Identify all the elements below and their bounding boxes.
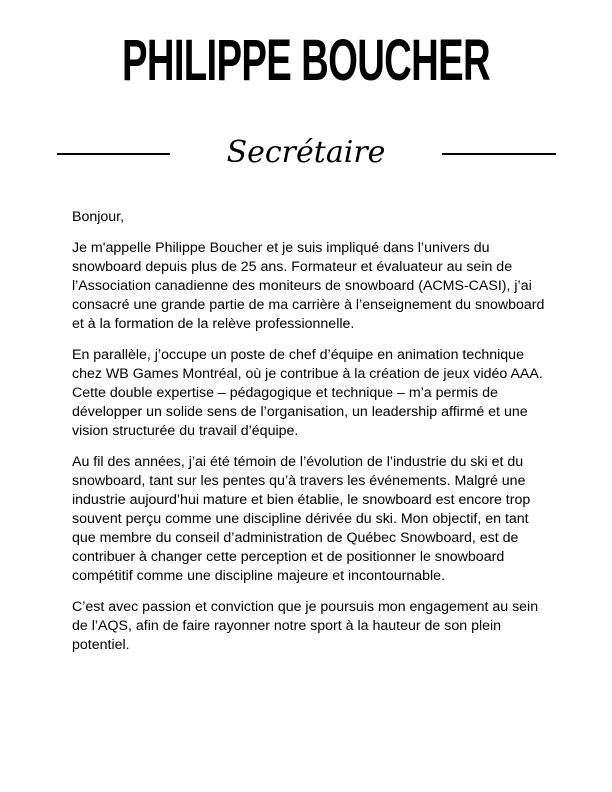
letter-paragraph: En parallèle, j’occupe un poste de chef d’équipe en animation technique chez WB Games Montréal, où je contribue à la création de jeux vidéo AAA. Cette double expertise – pédagogique et technique – m’a permis de développer un solide sens de l’organisation, un leadership affirmé et une vision structurée du travail d’équipe. [72, 347, 543, 439]
letter-body [72, 208, 550, 667]
person-name-heading: PHILIPPE BOUCHER [121, 28, 491, 93]
letter-paragraph: C’est avec passion et conviction que je poursuis mon engagement au sein de l’AQS, afin de faire rayonner notre sport à la hauteur de son plein potentiel. [72, 599, 539, 653]
role-title: Secrétaire [226, 135, 386, 170]
letter-paragraph: Au fil des années, j’ai été témoin de l’évolution de l’industrie du ski et du snowboard, tant sur les pentes qu’à travers les événements. Malgré une industrie aujourd’hui mature et bien établie, le snowboard est encore trop souvent perçu comme une discipline dérivée du ski. Mon objectif, en tant que membre du conseil d’administration de Québec Snowboard, est de contribuer à changer cette perception et de positionner le snowboard compétitif comme une discipline majeure et incontournable. [72, 454, 531, 584]
left-divider-line [57, 153, 170, 155]
right-divider-line [442, 153, 556, 155]
letter-greeting: Bonjour, [72, 209, 125, 225]
letter-paragraph: Je m'appelle Philippe Boucher et je suis impliqué dans l’univers du snowboard depuis plus de 25 ans. Formateur et évaluateur au sein de l’Association canadienne des moniteurs de snowboard (ACMS-CASI), j’ai consacré une grande partie de ma carrière à l’enseignement du snowboard et à la formation de la relève professionnelle. [72, 240, 545, 332]
